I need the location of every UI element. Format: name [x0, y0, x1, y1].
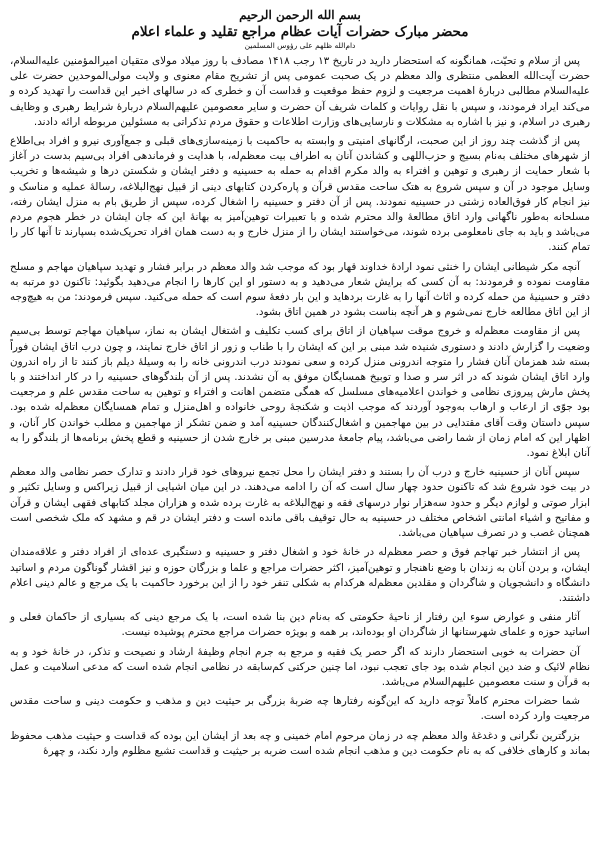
paragraph-4: پس از مقاومت معظم‌له و خروج موقت سپاهیان از اتاق برای کسب تکلیف و اشتغال ایشان به نماز، سپاهیان مهاجم توسط بی‌سیم وضعیت را گزارش دادند و دستوری شنیده شد مبنی بر این که ایشان را با طناب و زور از اتاق خارج نمایند، و چون درب اتاق ایشان فوراً بسته شد همزمان آنان فشار را متوجه اندرونی منزل کرده و سعی نمودند درب اندرونی خانه را به وسیلهٔ دیلم باز کنند تا از راه اندرون وارد اتاق ایشان شوند که در اثر سر و صدا و توبیخ همسایگان موفق به آن نشدند. پس از آن بلندگوهای حسینیه را در کار انداختند و با پخش مارش پیروزی نظامی و خواندن اعلامیه‌های مسلسل که همگی متضمن اهانت و افتراء و توهین به ساحت مقدس علم و مرجعیت بود جوّی از ارعاب و ارهاب به‌وجود آوردند که موجب اذیت و شکنجهٔ روحی خانواده و اهل‌منزل و تمام همسایگان معظم‌له شده بود. سپس داستان وقت آقای مقتدایی در بین مهاجمین و اشغال‌کنندگان حسینیه آمد و ضمن تشکر از مهاجمین و مطلب خواندن کار آنان، و اظهار این که امام زمان از شما راضی می‌باشد، پیام جامعهٔ مدرسین مبنی بر خارج شدن از حسینیه و قطع پخش برنامه‌ها از بلندگو را به آنان ابلاغ نمود. [10, 325, 590, 460]
letter-subtitle: دام‌الله ظلهم علی رؤوس المسلمین [244, 41, 356, 50]
paragraph-8: آن حضرات به خوبی استحضار دارند که اگر حصر یک فقیه و مرجع به جرم انجام وظیفهٔ ارشاد و نصیحت و تذکر، در خانهٔ خود و به نظام لائیک و ضد دین انجام شده بود جای تعجب نبود، اما چنین حرکتی کم‌سابقه در نظامی انجام شده است که مدعی اسلامیت و عمل به قرآن و سنت معصومین علیهم‌السلام می‌باشد. [10, 645, 590, 688]
paragraph-6: پس از انتشار خبر تهاجم فوق و حصر معظم‌له در خانهٔ خود و اشغال دفتر و حسینیه و دستگیری عده‌ای از افراد دفتر و علاقه‌مندان ایشان، و بردن آنان به زندان با وضع ناهنجار و توهین‌آمیز، اکثر حضرات مراجع و علما و بزرگان حوزه و نیز اقشار گوناگون مردم و اساتید دانشگاه و دانشجویان و شاگردان و مقلدین معظم‌له هرکدام به شکلی تنفر خود را از این برخورد حاکمیت با یک مرجع و عالم دینی اعلام داشتند. [10, 546, 590, 604]
paragraph-3: آنچه مکر شیطانی ایشان را خنثی نمود ارادهٔ خداوند قهار بود که موجب شد والد معظم در برابر فشار و تهدید سپاهیان مهاجم و مسلح مقاومت نموده و فرمودند: به آن کسی که برایش شعار می‌دهید و به دستور او این کارها را انجام می‌دهید بگوئید: تاکنون دو مرتبه به دفتر و حسینیهٔ من حمله کرده و اثاث آنها را به غارت بردهاید و این بار دفعهٔ سوم است که حمله می‌کنید. سپس فرمودند: من به هیچ‌وجه از این اتاق مطالعه خارج نمی‌شوم و هر آنچه بناست بشود در همین اتاق بشود. [10, 260, 590, 319]
paragraph-2: پس از گذشت چند روز از این صحبت، ارگانهای امنیتی و وابسته به حاکمیت با زمینه‌سازی‌های قبلی و جمع‌آوری نیرو و افراد بی‌اطلاع از شهرهای مختلف به‌نام بسیج و حزب‌اللهی و کشاندن آنان به اطراف بیت معظم‌له، با هدایت و فرماندهی افراد بی‌سیم بدست در آغاز با شعار حمایت از رهبری و توهین و افتراء به والد مکرم اقدام به حمله به حسینیه و دفتر ایشان و شکستن درها و شیشه‌ها و تخریب وسایل موجود در آن و سپس شروع به هتک ساحت مقدس قرآن و پاره‌کردن کتابهای دینی از قبیل نهج‌البلاغه، رسالهٔ عملیه و مناسک و نیز انجام کار فوق‌العاده زشتی در حسینیه نمودند. پس از آن دفتر و حسینیه را اشغال کرده، سپس از طریق بام به منزل ایشان رفته، مسلحانه به‌طور ناگهانی وارد اتاق مطالعهٔ والد محترم شده و با تعبیرات توهین‌آمیز به بهانهٔ این که جان ایشان در خطر هجوم مردم می‌باشد و باید به جای نامعلومی برده شوند، می‌خواستند ایشان را از منزل خارج و به دست همان افراد تحریک‌شده بسپارند تا آنها کار را تمام کنند. [10, 135, 590, 254]
paragraph-7: آثار منفی و عوارض سوء این رفتار از ناحیهٔ حکومتی که به‌نام دین بنا شده است، با یک مرجع دینی که بسیاری از حاکمان فعلی و اساتید حوزه و علمای شهرستانها از شاگردان او بوده‌اند، بر همه و بویژه حضرات مراجع محترم پوشیده نیست. [10, 611, 590, 639]
letter-title: محضر مبارک حضرات آیات عظام مراجع تقلید و علماء اعلام [131, 24, 469, 40]
paragraph-9: شما حضرات محترم کاملاً توجه دارید که این‌گونه رفتارها چه ضربهٔ بزرگی بر حیثیت دین و مذهب و حکومت دینی و ساحت مقدس مرجعیت وارد کرده است. [10, 695, 590, 723]
paragraph-10: بزرگترین نگرانی و دغدغهٔ والد معظم چه در زمان مرحوم امام خمینی و چه بعد از ایشان این بوده که قداست و حیثیت مذهب محفوظ بماند و کارهای خلافی که به نام حکومت دین و مذهب انجام شده است ضربه بر حیثیت و قداست تشیع مظلوم وارد نکند، و چهرهٔ [10, 729, 590, 757]
bismillah-heading: بسم الله الرحمن الرحیم [239, 8, 361, 22]
paragraph-1: پس از سلام و تحیّت، همانگونه که استحضار دارید در تاریخ ۱۳ رجب ۱۴۱۸ مصادف با روز میلاد مولای متقیان امیرالمؤمنین علیه‌السلام، حضرت آیت‌الله العظمی منتظری والد معظم در یک صحبت عمومی پس از تشریح مقام معنوی و ولایت مولی‌الموحدین حضرت علی علیه‌السلام مطالبی دربارهٔ اهمیت مرجعیت و لزوم حفظ موقعیت و قداست آن و خطری که در سالهای اخیر این قداست را تهدید کرده و می‌کند ایراد فرمودند، و سپس با نقل روایات و کلمات شریف آن حضرت و سایر معصومین علیهم‌السلام دربارهٔ شرایط رهبری و وظایف رهبری در اسلام، و نیز با اشاره به مشکلات و نارسایی‌های وزارت اطلاعات و حقوق مردم تذکراتی به مسئولین مربوطه ارائه دادند. [10, 55, 590, 128]
paragraph-5: سپس آنان از حسینیه خارج و درب آن را بستند و دفتر ایشان را محل تجمع نیروهای خود قرار دادند و تدارک حصر نظامی والد معظم در بیت خود شروع شد که تاکنون حدود چهار سال است که آن را ادامه می‌دهند. در این میان اشیایی از قبیل زیراکس و وسایل تکثیر و ابزار صوتی و لوازم دیگر و حدود سه‌هزار نوار درسهای فقه و نهج‌البلاغه به غارت برده شده و هزاران مجلد کتابهای فقهی ایشان و قرآن و مفاتیح و اشیاء امانتی اشخاص مختلف در حسینیه به حال توقیف باقی مانده است و دفتر ایشان در قم و مشهد که ملک شخصی است همچنان غصب و در تصرف سپاهیان می‌باشد. [10, 466, 590, 540]
